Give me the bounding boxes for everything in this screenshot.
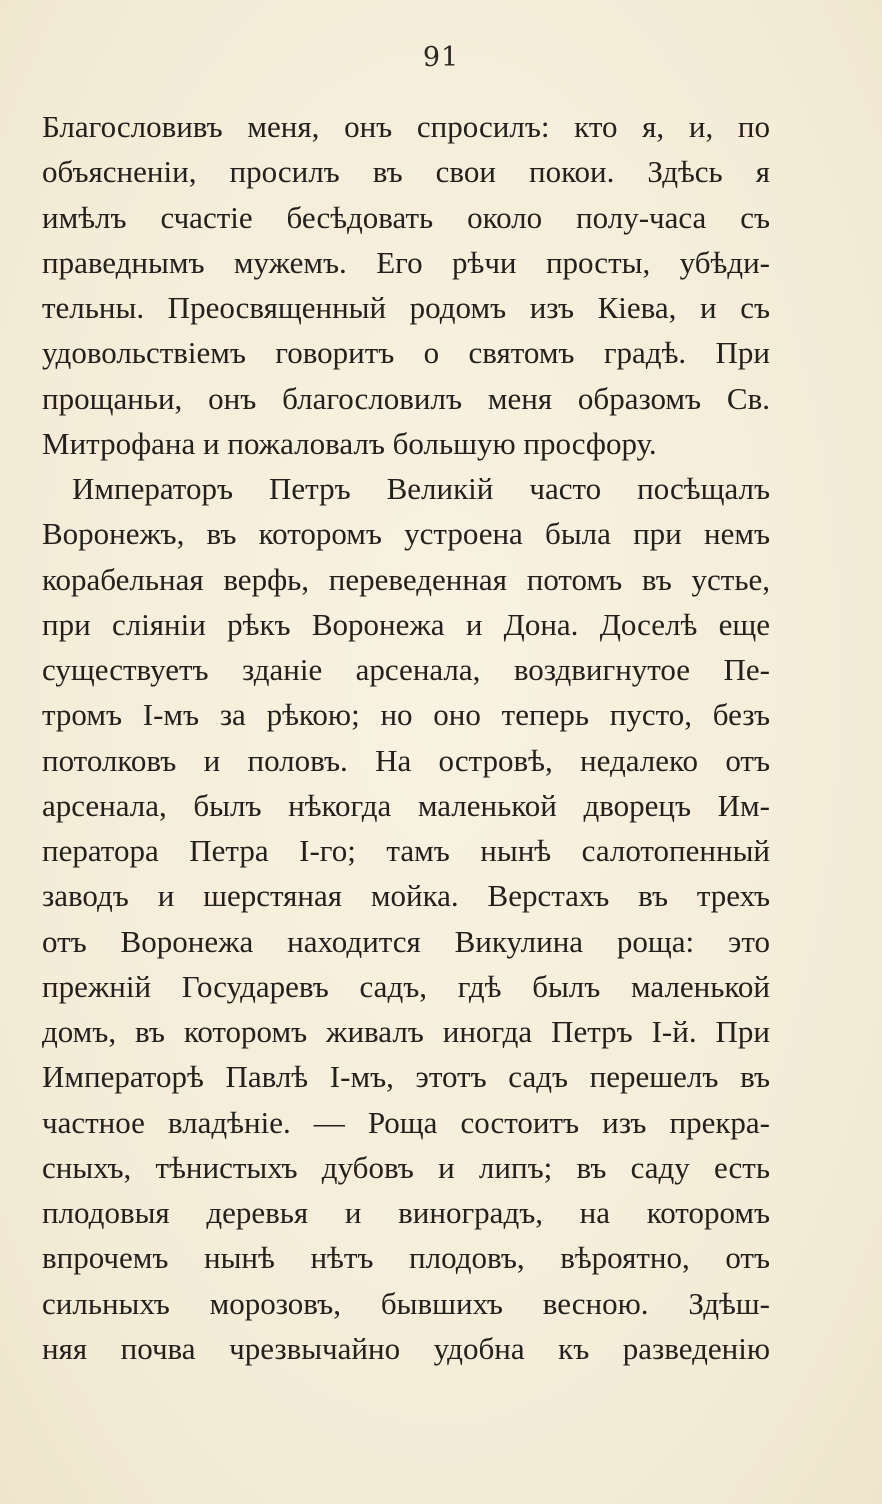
text-line: отъ Воронежа находится Викулина роща: это xyxy=(42,923,770,959)
text-line: тельны. Преосвященный родомъ изъ Кіева, и съ xyxy=(42,290,770,325)
text-line: существуетъ зданіе арсенала, воздвигнутое Пе- xyxy=(42,652,770,687)
text-line: прежній Государевъ садъ, гдѣ былъ маленькой xyxy=(42,968,770,1004)
text-line: арсенала, былъ нѣкогда маленькой дворецъ Им- xyxy=(42,787,770,823)
text-line: впрочемъ нынѣ нѣтъ плодовъ, вѣроятно, отъ xyxy=(42,1240,770,1276)
text-line: домъ, въ которомъ живалъ иногда Петръ І-й. При xyxy=(42,1014,770,1049)
text-line: удовольствіемъ говоритъ о святомъ градѣ. При xyxy=(42,335,770,371)
text-line: ператора Петра І-го; тамъ нынѣ салотопенный xyxy=(42,833,770,868)
text-line: плодовыя деревья и виноградъ, на которомъ xyxy=(42,1195,770,1230)
text-line: Воронежъ, въ которомъ устроена была при немъ xyxy=(42,516,770,552)
text-line: сныхъ, тѣнистыхъ дубовъ и липъ; въ саду есть xyxy=(42,1149,770,1185)
text-line: заводъ и шерстяная мойка. Верстахъ въ трехъ xyxy=(42,878,770,914)
text-line: Императорѣ Павлѣ І-мъ, этотъ садъ перешелъ въ xyxy=(42,1059,770,1095)
text-line: корабельная верфь, переведенная потомъ въ устье, xyxy=(42,561,770,597)
text-line: при сліяніи рѣкъ Воронежа и Дона. Доселѣ еще xyxy=(42,606,770,642)
text-line: Императоръ Петръ Великій часто посѣщалъ xyxy=(72,471,770,506)
text-line: частное владѣніе. — Роща состоитъ изъ прекра- xyxy=(42,1104,770,1140)
page-number: 91 xyxy=(422,42,460,73)
text-line: объясненіи, просилъ въ свои покои. Здѣсь я xyxy=(42,154,770,190)
text-line: имѣлъ счастіе бесѣдовать около полу-часа съ xyxy=(42,199,770,235)
text-line: праведнымъ мужемъ. Его рѣчи просты, убѣди- xyxy=(42,244,770,280)
body-text xyxy=(42,104,770,1371)
text-line: Благословивъ меня, онъ спросилъ: кто я, и, по xyxy=(42,109,770,144)
text-line: сильныхъ морозовъ, бывшихъ весною. Здѣш- xyxy=(42,1285,770,1321)
text-line: Митрофана и пожаловалъ большую просфору. xyxy=(42,425,657,461)
text-line: тромъ І-мъ за рѣкою; но оно теперь пусто, безъ xyxy=(42,697,770,733)
text-line: прощаньи, онъ благословилъ меня образомъ Св. xyxy=(42,380,770,416)
text-line: няя почва чрезвычайно удобна къ разведенію xyxy=(42,1330,770,1366)
text-line: потолковъ и половъ. На островѣ, недалеко отъ xyxy=(42,742,770,778)
